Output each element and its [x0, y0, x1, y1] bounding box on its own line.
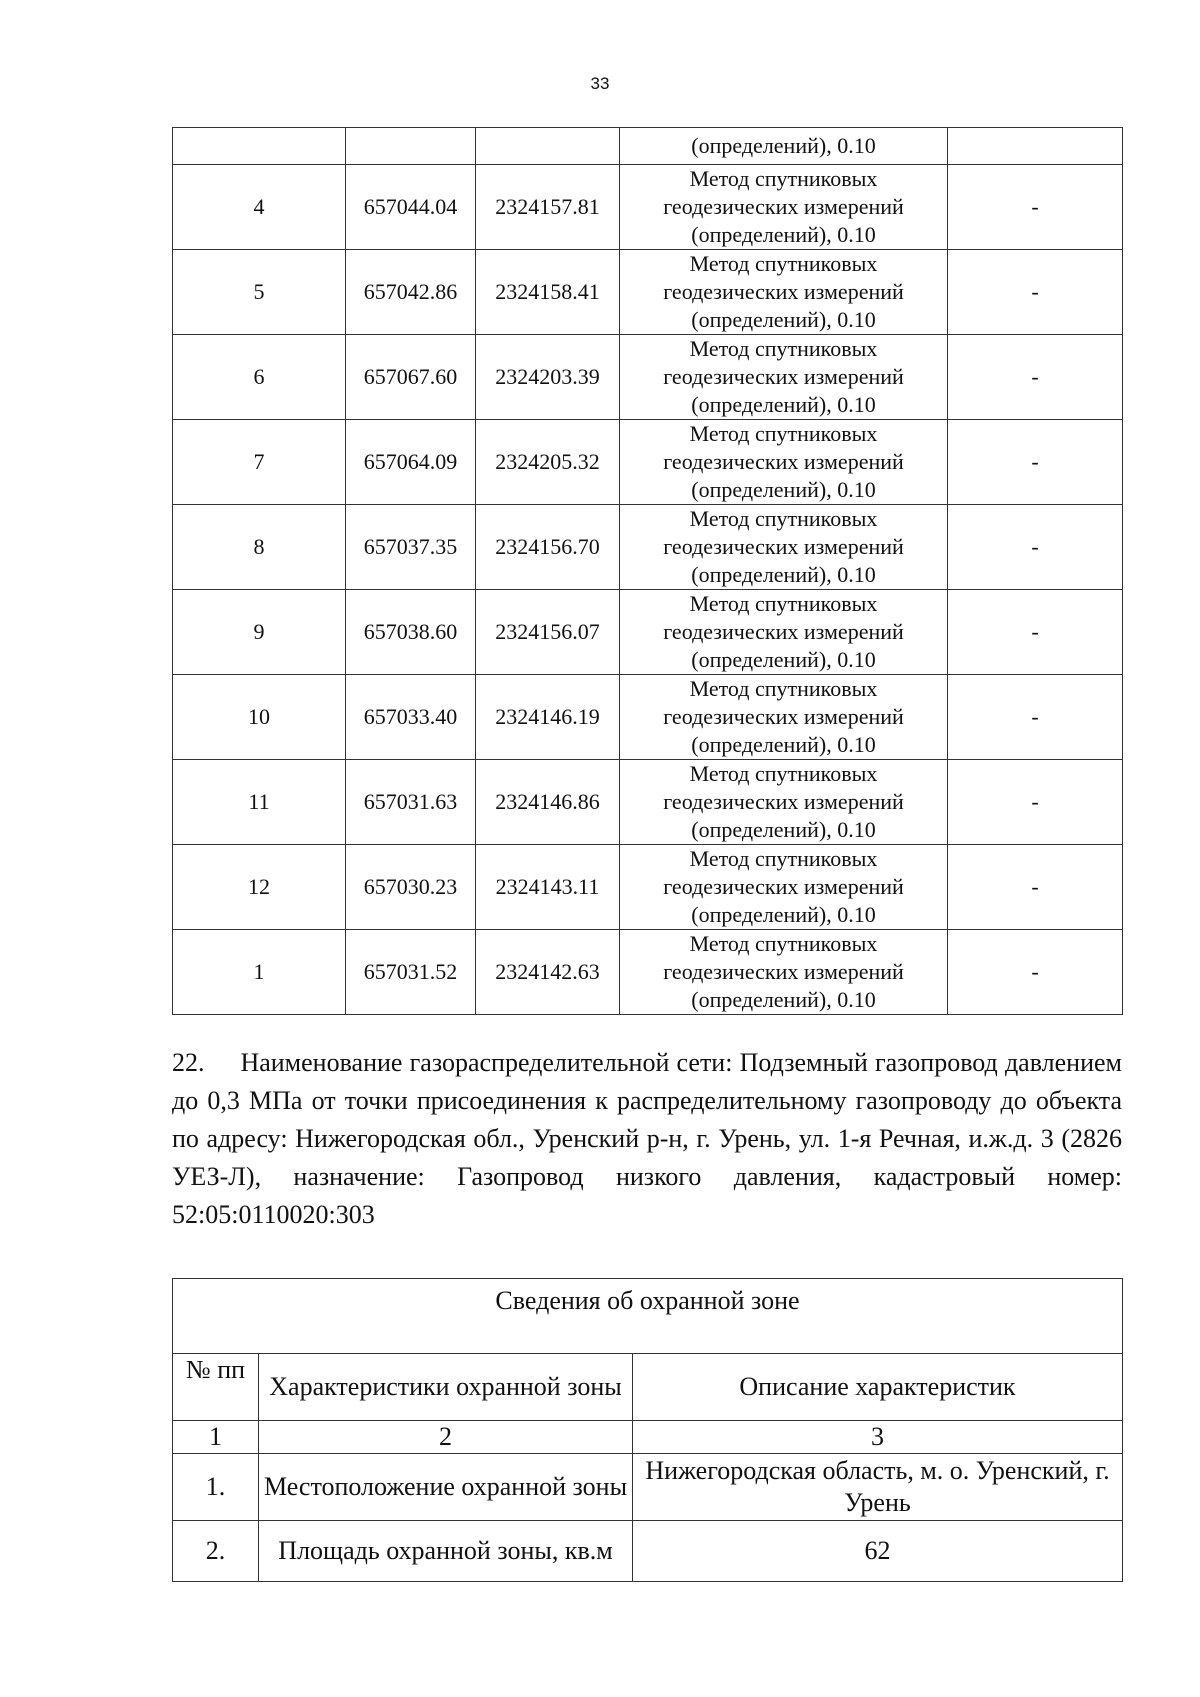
- cell-method: [620, 930, 948, 1015]
- cell-y: 2324146.86: [476, 760, 620, 845]
- cell-description: -: [948, 760, 1123, 845]
- cell-y: [476, 128, 620, 165]
- coordinates-table: [172, 127, 1123, 1015]
- section-number: 22.: [172, 1048, 205, 1077]
- cell-description: [948, 128, 1123, 165]
- method-line: (определений), 0.10: [691, 987, 876, 1012]
- method-line: Метод спутниковых: [689, 761, 878, 786]
- cell-method: [620, 420, 948, 505]
- cell-x: 657042.86: [346, 250, 476, 335]
- method-line: геодезических измерений: [663, 874, 904, 899]
- cell-point-number: 4: [173, 165, 346, 250]
- method-line: (определений), 0.10: [691, 732, 876, 757]
- method-line: геодезических измерений: [663, 959, 904, 984]
- column-number: 3: [633, 1421, 1123, 1454]
- coordinate-row: [173, 505, 1123, 590]
- cell-x: 657030.23: [346, 845, 476, 930]
- row-characteristic: Местоположение охранной зоны: [259, 1454, 633, 1521]
- cell-method: [620, 335, 948, 420]
- cell-point-number: 12: [173, 845, 346, 930]
- method-line: геодезических измерений: [663, 194, 904, 219]
- cell-point-number: 5: [173, 250, 346, 335]
- method-line: (определений), 0.10: [691, 392, 876, 417]
- coordinate-row: [173, 675, 1123, 760]
- section-paragraph: [172, 1044, 1122, 1234]
- method-line: (определений), 0.10: [691, 477, 876, 502]
- row-number: 1.: [173, 1454, 259, 1521]
- cell-y: 2324158.41: [476, 250, 620, 335]
- method-line: (определений), 0.10: [691, 222, 876, 247]
- method-line: геодезических измерений: [663, 364, 904, 389]
- header-description: Описание характеристик: [633, 1354, 1123, 1421]
- coordinate-row: [173, 930, 1123, 1015]
- cell-description: -: [948, 505, 1123, 590]
- coordinate-row: [173, 250, 1123, 335]
- cell-point-number: 11: [173, 760, 346, 845]
- cell-point-number: 6: [173, 335, 346, 420]
- cell-y: 2324143.11: [476, 845, 620, 930]
- coordinate-row: [173, 420, 1123, 505]
- method-line: геодезических измерений: [663, 534, 904, 559]
- method-line: Метод спутниковых: [689, 846, 878, 871]
- column-number: 1: [173, 1421, 259, 1454]
- cell-x: 657038.60: [346, 590, 476, 675]
- header-characteristic: Характеристики охранной зоны: [259, 1354, 633, 1421]
- cell-point-number: 9: [173, 590, 346, 675]
- cell-x: 657037.35: [346, 505, 476, 590]
- coordinate-row: [173, 845, 1123, 930]
- cell-description: -: [948, 250, 1123, 335]
- cell-method: [620, 760, 948, 845]
- method-line: геодезических измерений: [663, 449, 904, 474]
- coordinate-row: [173, 335, 1123, 420]
- method-line: Метод спутниковых: [689, 676, 878, 701]
- cell-point-number: 10: [173, 675, 346, 760]
- cell-x: 657031.52: [346, 930, 476, 1015]
- row-characteristic: Площадь охранной зоны, кв.м: [259, 1521, 633, 1582]
- cell-x: 657033.40: [346, 675, 476, 760]
- cell-point-number: 7: [173, 420, 346, 505]
- method-line: геодезических измерений: [663, 704, 904, 729]
- column-number: 2: [259, 1421, 633, 1454]
- method-line: (определений), 0.10: [691, 647, 876, 672]
- cell-y: 2324205.32: [476, 420, 620, 505]
- cell-y: 2324203.39: [476, 335, 620, 420]
- row-description: 62: [633, 1521, 1123, 1582]
- cell-description: -: [948, 590, 1123, 675]
- cell-x: 657031.63: [346, 760, 476, 845]
- zone-table-row: [173, 1454, 1123, 1521]
- method-line: геодезических измерений: [663, 789, 904, 814]
- zone-table-column-numbers: [173, 1421, 1123, 1454]
- cell-method: (определений), 0.10: [620, 128, 948, 165]
- cell-description: -: [948, 675, 1123, 760]
- continuation-row: [173, 128, 1123, 165]
- method-line: (определений), 0.10: [691, 902, 876, 927]
- method-line: Метод спутниковых: [689, 166, 878, 191]
- zone-table-row: [173, 1521, 1123, 1582]
- cell-description: -: [948, 420, 1123, 505]
- method-line: геодезических измерений: [663, 279, 904, 304]
- cell-x: 657044.04: [346, 165, 476, 250]
- cell-description: -: [948, 930, 1123, 1015]
- cell-x: [346, 128, 476, 165]
- header-number: № пп: [173, 1354, 259, 1421]
- method-line: Метод спутниковых: [689, 251, 878, 276]
- method-line: Метод спутниковых: [689, 336, 878, 361]
- method-line: Метод спутниковых: [689, 421, 878, 446]
- protection-zone-table: [172, 1278, 1123, 1582]
- zone-table-title: Сведения об охранной зоне: [173, 1279, 1123, 1354]
- cell-y: 2324156.70: [476, 505, 620, 590]
- cell-y: 2324146.19: [476, 675, 620, 760]
- cell-point-number: [173, 128, 346, 165]
- method-line: (определений), 0.10: [691, 307, 876, 332]
- coordinate-row: [173, 165, 1123, 250]
- cell-y: 2324156.07: [476, 590, 620, 675]
- method-line: Метод спутниковых: [689, 591, 878, 616]
- cell-description: -: [948, 335, 1123, 420]
- cell-method: [620, 675, 948, 760]
- cell-y: 2324142.63: [476, 930, 620, 1015]
- cell-method: [620, 845, 948, 930]
- cell-point-number: 8: [173, 505, 346, 590]
- method-line: (определений), 0.10: [691, 562, 876, 587]
- row-description: Нижегородская область, м. о. Уренский, г. Урень: [633, 1454, 1123, 1521]
- coordinate-row: [173, 760, 1123, 845]
- section-text: Наименование газораспределительной сети: Подземный газопровод давлением до 0,3 МПа от точки присоединения к распределительному газопроводу до объекта по адресу: Нижегородская обл., Уренский р-н, г. Урень, ул. 1-я Речная, и.ж.д. 3 (2826 УЕЗ-Л), назначение: Газопровод низкого давления, кадастровый номер: 52:05:0110020:303: [172, 1048, 1122, 1229]
- cell-method: [620, 590, 948, 675]
- cell-point-number: 1: [173, 930, 346, 1015]
- cell-method: [620, 505, 948, 590]
- method-line: Метод спутниковых: [689, 506, 878, 531]
- zone-table-title-row: [173, 1279, 1123, 1354]
- method-line: (определений), 0.10: [691, 817, 876, 842]
- cell-y: 2324157.81: [476, 165, 620, 250]
- cell-method: [620, 165, 948, 250]
- method-line: геодезических измерений: [663, 619, 904, 644]
- cell-method: [620, 250, 948, 335]
- row-number: 2.: [173, 1521, 259, 1582]
- page-number: 33: [590, 74, 610, 93]
- cell-description: -: [948, 165, 1123, 250]
- coordinate-row: [173, 590, 1123, 675]
- cell-description: -: [948, 845, 1123, 930]
- zone-table-header-row: [173, 1354, 1123, 1421]
- cell-x: 657067.60: [346, 335, 476, 420]
- method-line: Метод спутниковых: [689, 931, 878, 956]
- cell-x: 657064.09: [346, 420, 476, 505]
